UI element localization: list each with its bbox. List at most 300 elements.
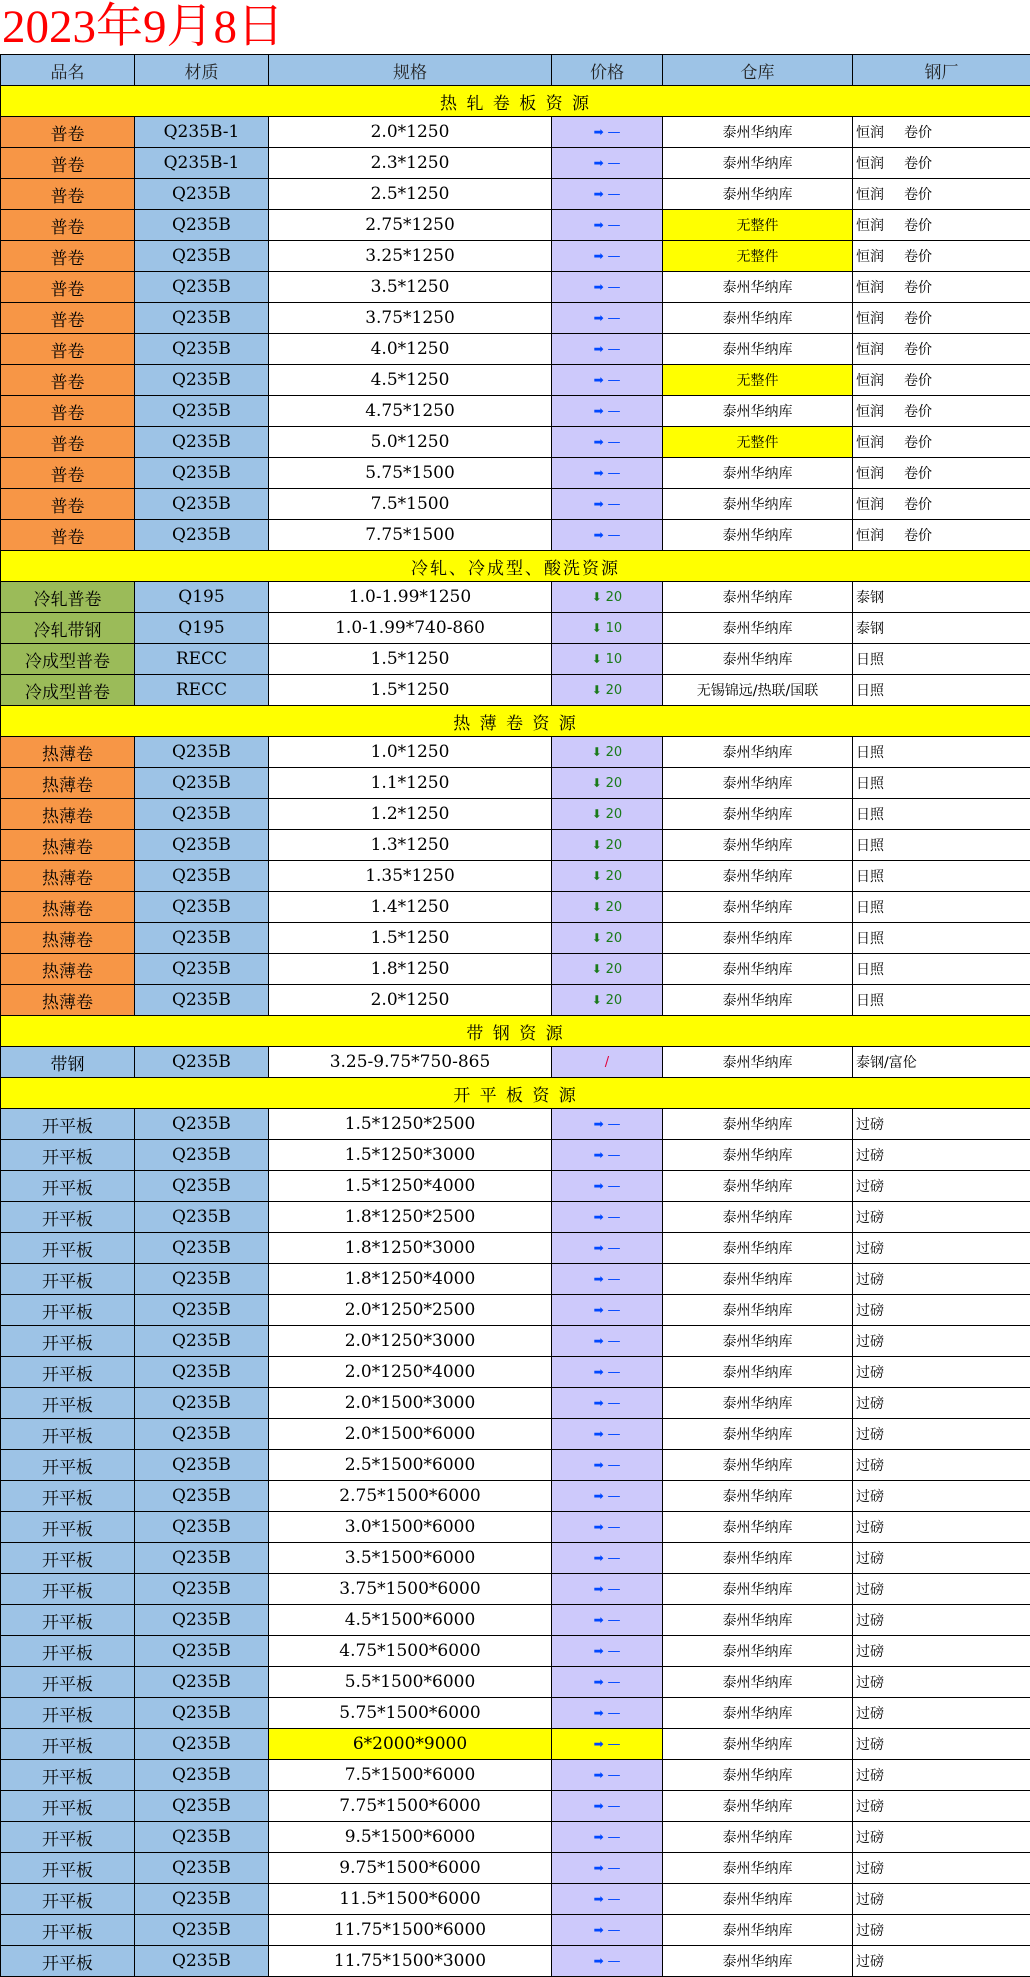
warehouse: 泰州华纳库 (663, 830, 853, 861)
warehouse: 泰州华纳库 (663, 117, 853, 148)
table-row (1, 179, 1030, 210)
table-row (1, 1605, 1030, 1636)
spec: 1.0-1.99*1250 (269, 582, 552, 613)
price-value: 20 (605, 744, 623, 760)
mill-name: 过磅 (856, 1148, 884, 1164)
section-title: 冷轧、冷成型、酸洗资源 (1, 551, 1030, 582)
warehouse: 无整件 (663, 365, 853, 396)
warehouse: 泰州华纳库 (663, 1729, 853, 1760)
arrow-right-icon: ➡ (593, 1209, 608, 1224)
spec: 3.25*1250 (269, 241, 552, 272)
price-value: — (607, 1519, 621, 1535)
spec: 1.5*1250*3000 (269, 1140, 552, 1171)
table-row (1, 1357, 1030, 1388)
mill-name: 日照 (856, 838, 884, 854)
table-row (1, 396, 1030, 427)
mill-name: 泰钢 (856, 590, 884, 606)
price-value: — (607, 248, 621, 264)
price-change (552, 923, 663, 954)
price-change (552, 1605, 663, 1636)
product-name: 普卷 (1, 241, 135, 272)
table-row (1, 830, 1030, 861)
mill-name: 日照 (856, 869, 884, 885)
mill (853, 520, 1030, 551)
mill-name: 恒润 (856, 218, 884, 234)
product-name: 开平板 (1, 1171, 135, 1202)
material: Q235B (135, 1047, 269, 1078)
price-value: — (607, 1736, 621, 1752)
mill-name: 恒润 (856, 373, 884, 389)
product-name: 开平板 (1, 1791, 135, 1822)
mill-name: 恒润 (856, 466, 884, 482)
table-row (1, 117, 1030, 148)
mill-name: 过磅 (856, 1830, 884, 1846)
price-value: — (607, 1705, 621, 1721)
arrow-down-icon: ⬇ (591, 992, 606, 1007)
mill (853, 365, 1030, 396)
mill-name: 过磅 (856, 1117, 884, 1133)
material: Q235B (135, 272, 269, 303)
material: RECC (135, 675, 269, 706)
product-name: 开平板 (1, 1760, 135, 1791)
product-name: 普卷 (1, 365, 135, 396)
mill-name: 过磅 (856, 1613, 884, 1629)
price-value: 20 (605, 775, 623, 791)
arrow-right-icon: ➡ (593, 1674, 608, 1689)
warehouse: 泰州华纳库 (663, 1760, 853, 1791)
warehouse: 泰州华纳库 (663, 954, 853, 985)
arrow-right-icon: ➡ (593, 1798, 608, 1813)
material: Q235B (135, 1946, 269, 1977)
price-change (552, 737, 663, 768)
price-value: 10 (605, 651, 623, 667)
spec: 2.75*1250 (269, 210, 552, 241)
arrow-right-icon: ➡ (593, 1426, 608, 1441)
spec: 2.0*1250*4000 (269, 1357, 552, 1388)
mill (853, 1853, 1030, 1884)
mill (853, 1698, 1030, 1729)
product-name: 开平板 (1, 1295, 135, 1326)
arrow-right-icon: ➡ (593, 1178, 608, 1193)
price-change (552, 365, 663, 396)
mill (853, 1543, 1030, 1574)
arrow-right-icon: ➡ (593, 403, 608, 418)
price-basis: 卷价 (904, 497, 932, 513)
table-row (1, 210, 1030, 241)
price-value: — (607, 1488, 621, 1504)
price-basis: 卷价 (904, 280, 932, 296)
price-table (0, 54, 1030, 1977)
product-name: 冷轧普卷 (1, 582, 135, 613)
mill-name: 过磅 (856, 1799, 884, 1815)
material: Q235B (135, 1729, 269, 1760)
table-row (1, 241, 1030, 272)
price-change (552, 334, 663, 365)
price-value: — (607, 1426, 621, 1442)
product-name: 普卷 (1, 303, 135, 334)
mill (853, 1791, 1030, 1822)
price-change (552, 644, 663, 675)
price-change (552, 520, 663, 551)
warehouse: 泰州华纳库 (663, 396, 853, 427)
price-change (552, 1512, 663, 1543)
material: Q235B (135, 1295, 269, 1326)
warehouse: 泰州华纳库 (663, 1884, 853, 1915)
material: Q235B (135, 737, 269, 768)
price-value: 20 (605, 589, 623, 605)
material: Q235B (135, 923, 269, 954)
price-change (552, 1822, 663, 1853)
arrow-right-icon: ➡ (593, 1116, 608, 1131)
warehouse: 泰州华纳库 (663, 179, 853, 210)
price-change (552, 1760, 663, 1791)
table-row (1, 1450, 1030, 1481)
material: Q235B (135, 768, 269, 799)
arrow-right-icon: ➡ (593, 1860, 608, 1875)
price-value: — (607, 372, 621, 388)
warehouse: 泰州华纳库 (663, 1233, 853, 1264)
product-name: 开平板 (1, 1605, 135, 1636)
table-row (1, 1574, 1030, 1605)
table-row (1, 1047, 1030, 1078)
material: Q235B (135, 1512, 269, 1543)
spec: 2.5*1500*6000 (269, 1450, 552, 1481)
spec: 4.0*1250 (269, 334, 552, 365)
price-change (552, 1915, 663, 1946)
price-change (552, 272, 663, 303)
warehouse: 泰州华纳库 (663, 1543, 853, 1574)
table-row (1, 272, 1030, 303)
product-name: 普卷 (1, 427, 135, 458)
spec: 1.5*1250 (269, 644, 552, 675)
warehouse: 泰州华纳库 (663, 272, 853, 303)
table-row (1, 303, 1030, 334)
arrow-right-icon: ➡ (593, 1519, 608, 1534)
table-row (1, 1760, 1030, 1791)
material: Q235B (135, 892, 269, 923)
table-row (1, 1419, 1030, 1450)
price-change (552, 1574, 663, 1605)
arrow-down-icon: ⬇ (591, 930, 606, 945)
table-row (1, 1202, 1030, 1233)
price-value: 20 (605, 992, 623, 1008)
price-basis: 卷价 (904, 156, 932, 172)
mill-name: 恒润 (856, 249, 884, 265)
table-row (1, 1388, 1030, 1419)
table-row (1, 1667, 1030, 1698)
price-change (552, 1233, 663, 1264)
mill (853, 1884, 1030, 1915)
mill (853, 892, 1030, 923)
product-name: 开平板 (1, 1202, 135, 1233)
material: Q235B (135, 1419, 269, 1450)
price-value: — (607, 1457, 621, 1473)
product-name: 普卷 (1, 334, 135, 365)
price-change (552, 675, 663, 706)
table-row (1, 1915, 1030, 1946)
price-basis: 卷价 (904, 373, 932, 389)
spec: 1.1*1250 (269, 768, 552, 799)
material: Q235B (135, 334, 269, 365)
material: Q235B (135, 1450, 269, 1481)
mill-name: 过磅 (856, 1582, 884, 1598)
product-name: 开平板 (1, 1853, 135, 1884)
mill (853, 489, 1030, 520)
arrow-down-icon: ⬇ (591, 899, 606, 914)
mill-name: 过磅 (856, 1551, 884, 1567)
spec: 1.2*1250 (269, 799, 552, 830)
table-row (1, 1140, 1030, 1171)
arrow-down-icon: ⬇ (591, 589, 606, 604)
spec: 4.5*1500*6000 (269, 1605, 552, 1636)
table-row (1, 1295, 1030, 1326)
table-row (1, 1946, 1030, 1977)
spec: 4.75*1500*6000 (269, 1636, 552, 1667)
price-value: — (607, 1271, 621, 1287)
arrow-right-icon: ➡ (593, 1488, 608, 1503)
spec: 2.3*1250 (269, 148, 552, 179)
material: Q235B (135, 1543, 269, 1574)
mill-name: 恒润 (856, 156, 884, 172)
mill-name: 过磅 (856, 1365, 884, 1381)
price-value: — (607, 1581, 621, 1597)
arrow-right-icon: ➡ (593, 1643, 608, 1658)
spec: 11.75*1500*3000 (269, 1946, 552, 1977)
price-change (552, 830, 663, 861)
price-change (552, 768, 663, 799)
mill (853, 1140, 1030, 1171)
warehouse: 泰州华纳库 (663, 1109, 853, 1140)
price-value: / (604, 1054, 610, 1070)
product-name: 开平板 (1, 1667, 135, 1698)
spec: 9.75*1500*6000 (269, 1853, 552, 1884)
spec: 1.4*1250 (269, 892, 552, 923)
arrow-down-icon: ⬇ (591, 806, 606, 821)
material: Q235B (135, 1202, 269, 1233)
warehouse: 泰州华纳库 (663, 1202, 853, 1233)
arrow-right-icon: ➡ (593, 1829, 608, 1844)
arrow-right-icon: ➡ (593, 1147, 608, 1162)
material: Q235B (135, 179, 269, 210)
material: Q195 (135, 582, 269, 613)
mill (853, 1419, 1030, 1450)
mill (853, 1357, 1030, 1388)
product-name: 开平板 (1, 1419, 135, 1450)
mill (853, 1450, 1030, 1481)
arrow-down-icon: ⬇ (591, 620, 606, 635)
table-row (1, 1884, 1030, 1915)
warehouse: 泰州华纳库 (663, 1512, 853, 1543)
spec: 1.8*1250*4000 (269, 1264, 552, 1295)
price-change (552, 117, 663, 148)
price-value: 20 (605, 868, 623, 884)
product-name: 开平板 (1, 1884, 135, 1915)
price-value: — (607, 1116, 621, 1132)
material: Q235B (135, 830, 269, 861)
mill-name: 过磅 (856, 1458, 884, 1474)
price-value: — (607, 217, 621, 233)
price-value: — (607, 1767, 621, 1783)
arrow-right-icon: ➡ (593, 1395, 608, 1410)
spec: 3.5*1500*6000 (269, 1543, 552, 1574)
warehouse: 泰州华纳库 (663, 1171, 853, 1202)
mill-name: 过磅 (856, 1334, 884, 1350)
section-title: 热 轧 卷 板 资 源 (1, 86, 1030, 117)
warehouse: 泰州华纳库 (663, 1140, 853, 1171)
header-name: 品名 (1, 55, 135, 86)
mill-name: 恒润 (856, 404, 884, 420)
section-title: 带 钢 资 源 (1, 1016, 1030, 1047)
mill (853, 179, 1030, 210)
price-basis: 卷价 (904, 342, 932, 358)
arrow-right-icon: ➡ (593, 1333, 608, 1348)
price-change (552, 179, 663, 210)
mill-name: 恒润 (856, 187, 884, 203)
mill (853, 613, 1030, 644)
section-title: 开 平 板 资 源 (1, 1078, 1030, 1109)
arrow-down-icon: ⬇ (591, 682, 606, 697)
mill (853, 1388, 1030, 1419)
mill-name: 过磅 (856, 1737, 884, 1753)
mill-name: 过磅 (856, 1241, 884, 1257)
table-row (1, 1109, 1030, 1140)
material: Q235B (135, 210, 269, 241)
price-value: — (607, 1953, 621, 1969)
table-row (1, 799, 1030, 830)
arrow-right-icon: ➡ (593, 341, 608, 356)
mill (853, 458, 1030, 489)
price-value: 20 (605, 806, 623, 822)
product-name: 开平板 (1, 1822, 135, 1853)
mill-name: 过磅 (856, 1210, 884, 1226)
arrow-right-icon: ➡ (593, 186, 608, 201)
header-spec: 规格 (269, 55, 552, 86)
spec: 2.0*1250*3000 (269, 1326, 552, 1357)
product-name: 开平板 (1, 1264, 135, 1295)
material: Q235B (135, 489, 269, 520)
table-row (1, 1853, 1030, 1884)
mill (853, 1946, 1030, 1977)
mill-name: 恒润 (856, 528, 884, 544)
table-row (1, 923, 1030, 954)
material: Q235B (135, 1264, 269, 1295)
table-row (1, 365, 1030, 396)
table-row (1, 675, 1030, 706)
mill (853, 1481, 1030, 1512)
mill-name: 过磅 (856, 1954, 884, 1970)
warehouse: 泰州华纳库 (663, 985, 853, 1016)
spec: 7.75*1500*6000 (269, 1791, 552, 1822)
mill-name: 过磅 (856, 1303, 884, 1319)
price-change (552, 985, 663, 1016)
mill (853, 303, 1030, 334)
mill (853, 1605, 1030, 1636)
spec: 1.5*1250 (269, 675, 552, 706)
price-change (552, 954, 663, 985)
product-name: 热薄卷 (1, 737, 135, 768)
arrow-right-icon: ➡ (593, 1767, 608, 1782)
arrow-down-icon: ⬇ (591, 961, 606, 976)
mill (853, 1760, 1030, 1791)
product-name: 开平板 (1, 1636, 135, 1667)
mill-name: 过磅 (856, 1489, 884, 1505)
price-change (552, 458, 663, 489)
price-change (552, 799, 663, 830)
section-header (1, 551, 1030, 582)
mill-name: 过磅 (856, 1706, 884, 1722)
table-row (1, 768, 1030, 799)
price-value: — (607, 1891, 621, 1907)
mill (853, 334, 1030, 365)
spec: 9.5*1500*6000 (269, 1822, 552, 1853)
table-row (1, 1481, 1030, 1512)
price-change (552, 582, 663, 613)
mill (853, 799, 1030, 830)
section-header (1, 86, 1030, 117)
arrow-right-icon: ➡ (593, 124, 608, 139)
price-value: 20 (605, 930, 623, 946)
spec: 5.75*1500 (269, 458, 552, 489)
price-change (552, 892, 663, 923)
mill (853, 1264, 1030, 1295)
material: Q235B (135, 365, 269, 396)
table-row (1, 427, 1030, 458)
arrow-right-icon: ➡ (593, 1922, 608, 1937)
price-value: — (607, 527, 621, 543)
table-row (1, 1264, 1030, 1295)
material: Q235B (135, 241, 269, 272)
price-value: — (607, 1922, 621, 1938)
section-header (1, 1078, 1030, 1109)
material: Q235B (135, 1574, 269, 1605)
warehouse: 泰州华纳库 (663, 1419, 853, 1450)
price-value: 20 (605, 837, 623, 853)
material: Q235B (135, 1171, 269, 1202)
mill-name: 过磅 (856, 1427, 884, 1443)
material: Q235B (135, 1233, 269, 1264)
spec: 3.5*1250 (269, 272, 552, 303)
price-value: — (607, 1798, 621, 1814)
warehouse: 泰州华纳库 (663, 861, 853, 892)
mill (853, 396, 1030, 427)
mill (853, 675, 1030, 706)
arrow-right-icon: ➡ (593, 372, 608, 387)
arrow-right-icon: ➡ (593, 248, 608, 263)
arrow-right-icon: ➡ (593, 1364, 608, 1379)
arrow-right-icon: ➡ (593, 1612, 608, 1627)
warehouse: 泰州华纳库 (663, 1822, 853, 1853)
section-header (1, 706, 1030, 737)
mill (853, 923, 1030, 954)
warehouse: 泰州华纳库 (663, 1326, 853, 1357)
price-basis: 卷价 (904, 404, 932, 420)
price-change (552, 1698, 663, 1729)
price-change (552, 303, 663, 334)
price-change (552, 1295, 663, 1326)
price-basis: 卷价 (904, 466, 932, 482)
table-row (1, 1233, 1030, 1264)
material: Q235B (135, 861, 269, 892)
product-name: 普卷 (1, 117, 135, 148)
table-row (1, 1636, 1030, 1667)
warehouse: 泰州华纳库 (663, 582, 853, 613)
arrow-right-icon: ➡ (593, 310, 608, 325)
price-change (552, 1791, 663, 1822)
product-name: 热薄卷 (1, 799, 135, 830)
arrow-right-icon: ➡ (593, 279, 608, 294)
product-name: 冷成型普卷 (1, 644, 135, 675)
arrow-right-icon: ➡ (593, 434, 608, 449)
